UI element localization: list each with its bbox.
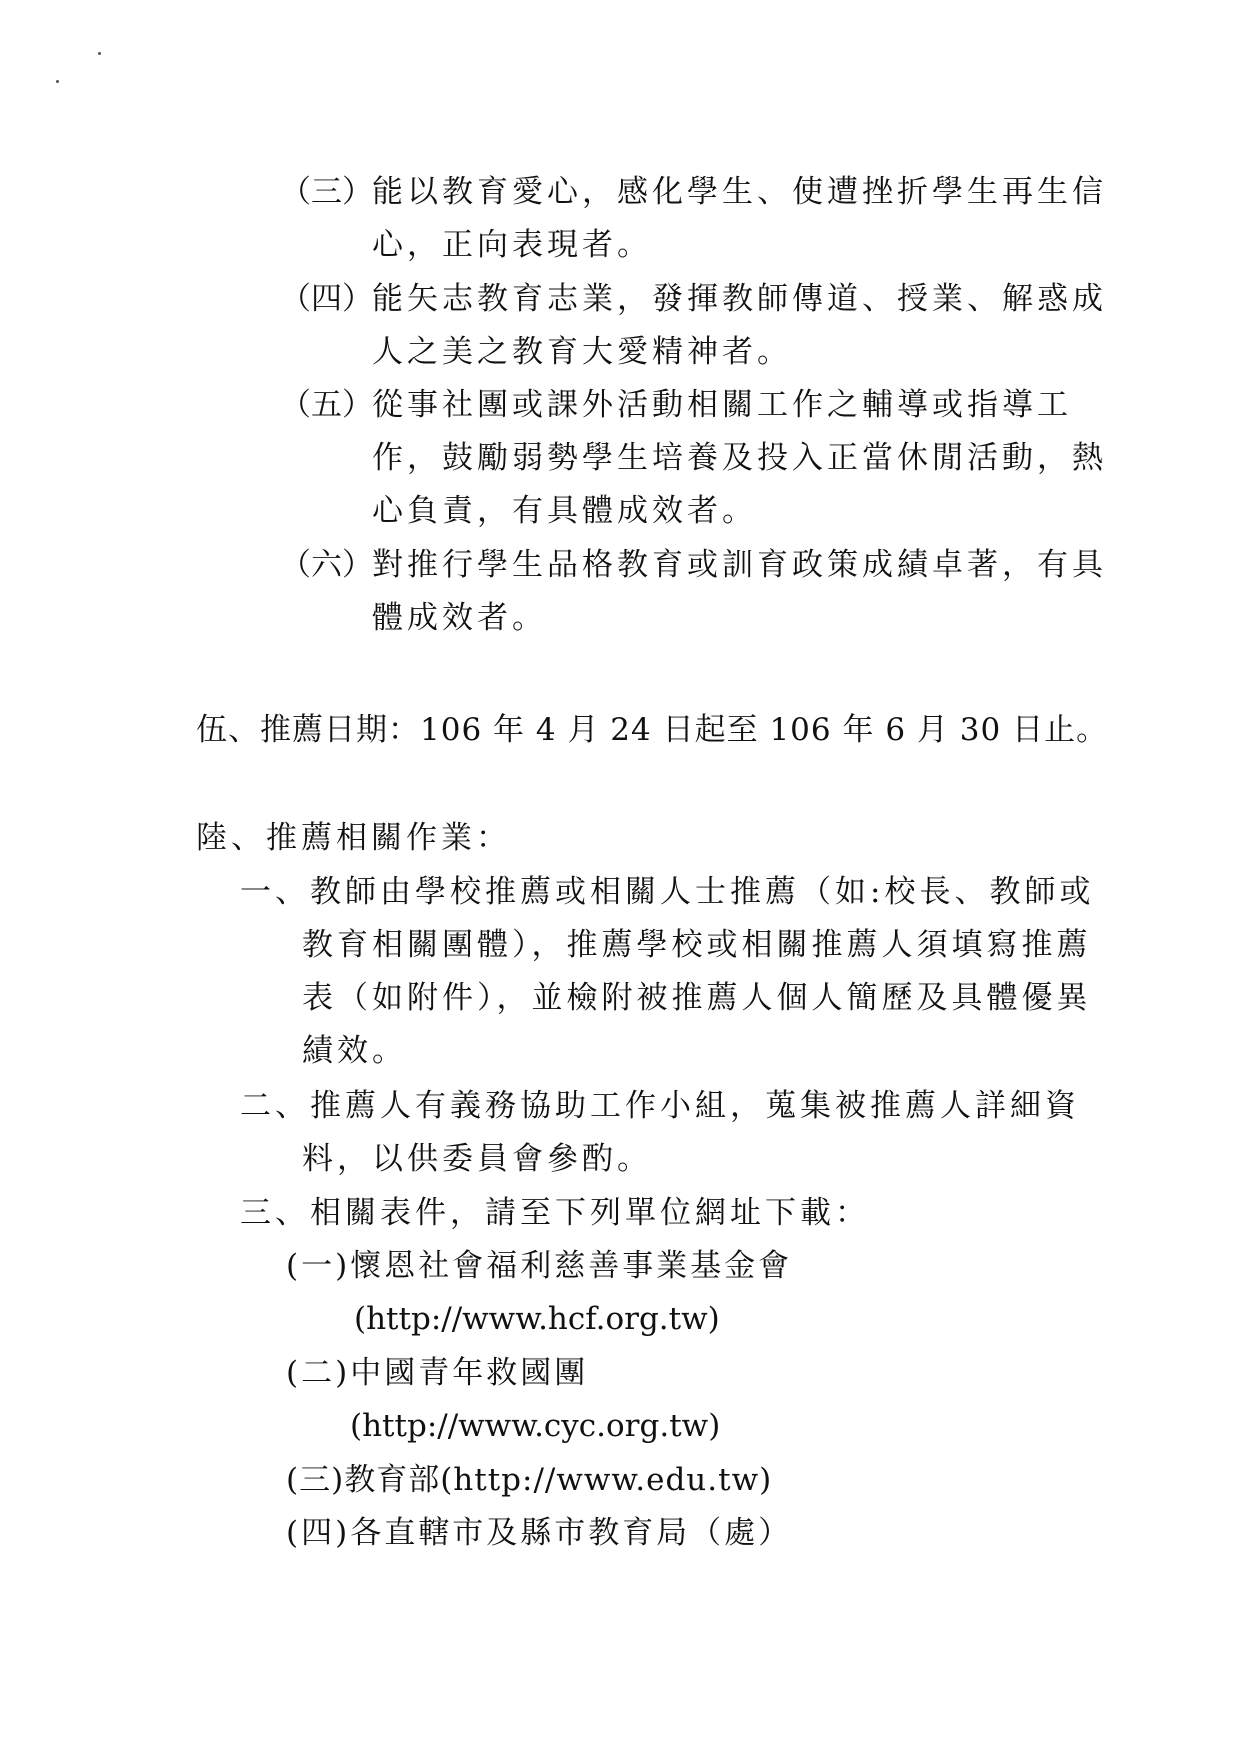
item-text-line: 心負責，有具體成效者。 [372,493,757,529]
item-text-line: 從事社團或課外活動相關工作之輔導或指導工 [372,387,1072,423]
list-item-line: 績效。 [302,1033,407,1069]
scan-speck [56,80,59,83]
scan-speck [98,52,101,55]
list-item-line: 二、推薦人有義務協助工作小組，蒐集被推薦人詳細資 [240,1088,1080,1124]
link-item-line: (二)中國青年救國團 [286,1355,589,1391]
item-text-line: 對推行學生品格教育或訓育政策成績卓著，有具 [372,547,1107,583]
list-item-line: 料，以供委員會參酌。 [302,1141,652,1177]
item-text-line: 能以教育愛心，感化學生、使遭挫折學生再生信 [372,174,1107,210]
list-item-line: 三、相關表件，請至下列單位網址下載： [240,1195,870,1231]
item-text-line: 心，正向表現者。 [372,227,652,263]
item-label: （六） [280,547,373,583]
link-item-line: (一)懷恩社會福利慈善事業基金會 [286,1248,793,1284]
list-item-line: 表（如附件），並檢附被推薦人個人簡歷及具體優異 [302,980,1092,1016]
item-text-line: 人之美之教育大愛精神者。 [372,334,792,370]
link-item-line: (三)教育部(http://www.edu.tw) [286,1462,773,1498]
item-label: （五） [280,387,373,423]
list-item-line: 一、教師由學校推薦或相關人士推薦（如:校長、教師或 [240,874,1095,910]
recommendation-date: 伍、推薦日期：106 年 4 月 24 日起至 106 年 6 月 30 日止。 [196,712,1109,748]
item-text-line: 能矢志教育志業，發揮教師傳道、授業、解惑成 [372,281,1107,317]
section-heading: 陸、推薦相關作業： [196,820,511,856]
item-text-line: 作，鼓勵弱勢學生培養及投入正當休閒活動，熱 [372,440,1107,476]
item-label: （三） [280,174,373,210]
link-url: (http://www.cyc.org.tw) [350,1408,721,1444]
item-label: （四） [280,281,373,317]
item-text-line: 體成效者。 [372,600,547,636]
link-url: (http://www.hcf.org.tw) [354,1301,720,1337]
link-item-line: (四)各直轄市及縣市教育局（處） [286,1515,793,1551]
list-item-line: 教育相關團體），推薦學校或相關推薦人須填寫推薦 [302,927,1092,963]
